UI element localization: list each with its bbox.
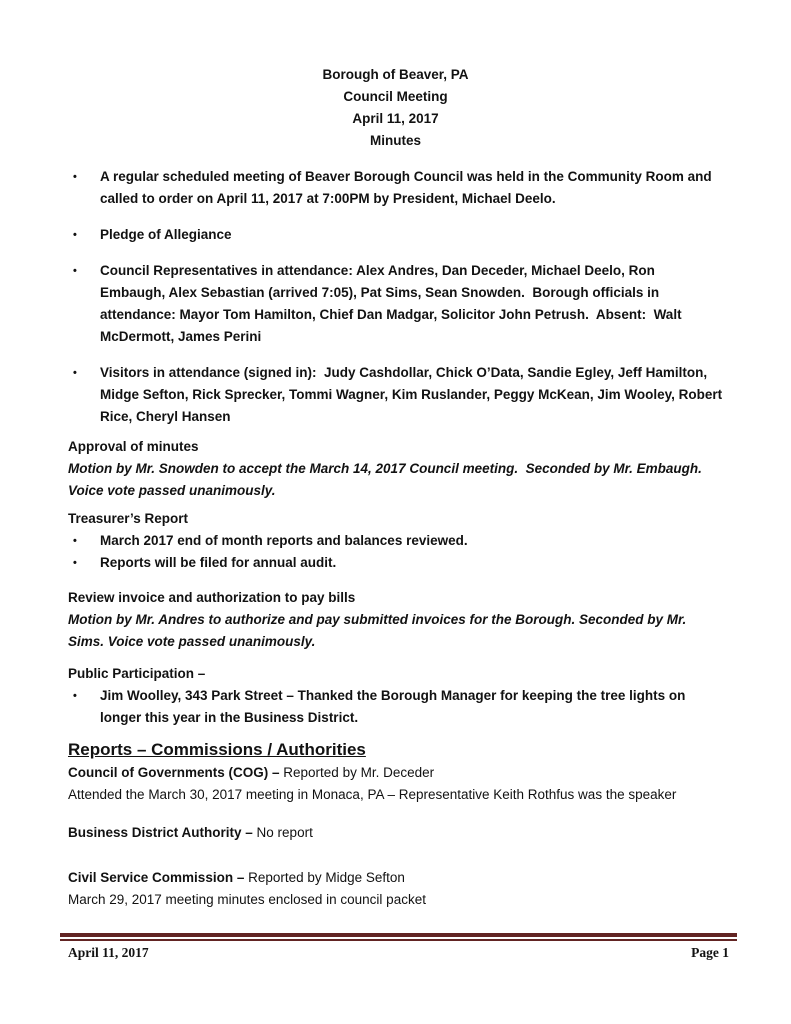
page-footer — [60, 933, 737, 962]
list-item — [68, 166, 723, 210]
report-reporter: Reported by Mr. Deceder — [283, 765, 435, 780]
section-reports-commissions — [68, 738, 723, 911]
title-doc-type: Minutes — [369, 133, 421, 148]
footer-date: April 11, 2017 — [68, 945, 149, 960]
list-item — [68, 224, 723, 246]
section-public-participation — [68, 663, 723, 729]
bullet-icon: • — [73, 535, 77, 547]
report-detail: Attended the March 30, 2017 meeting in Monaca, PA – Representative Keith Rothfus was the speaker — [68, 787, 677, 802]
footer-page-number: Page 1 — [691, 945, 729, 960]
call-to-order-text: A regular scheduled meeting of Beaver Borough Council was held in the Community Room and called to order on April 11, 2017 at 7:00PM by President, Michael Deelo. — [100, 169, 716, 206]
footer-divider — [60, 933, 737, 941]
list-item — [68, 530, 723, 552]
treasurer-bullet-text: Reports will be filed for annual audit. — [100, 555, 337, 570]
report-item-civil-service — [68, 867, 723, 911]
section-approval-of-minutes — [68, 436, 723, 502]
report-item-business-district — [68, 822, 723, 844]
section-heading: Treasurer’s Report — [68, 511, 189, 526]
report-detail: March 29, 2017 meeting minutes enclosed in council packet — [68, 892, 426, 907]
bullet-icon: • — [73, 557, 77, 569]
bullet-icon: • — [73, 229, 77, 241]
section-heading: Review invoice and authorization to pay bills — [68, 590, 356, 605]
report-name: Council of Governments (COG) – — [68, 765, 284, 780]
report-item-cog — [68, 762, 723, 806]
report-reporter: No report — [256, 825, 313, 840]
council-attendance-text: Council Representatives in attendance: Alex Andres, Dan Deceder, Michael Deelo, Ron Embaugh, Alex Sebastian (arrived 7:05), Pat Sims, Sean Snowden. Borough officials in attendance: Mayor Tom Hamilton, Chief Dan Madgar, Solicitor John Petrush. Absent: Walt McDermott, James Perini — [100, 263, 686, 344]
report-name: Civil Service Commission – — [68, 870, 249, 885]
title-date: April 11, 2017 — [352, 111, 439, 126]
bullet-icon: • — [73, 367, 77, 379]
public-comment-text: Jim Woolley, 343 Park Street – Thanked the Borough Manager for keeping the tree lights on longer this year in the Business District. — [100, 688, 690, 725]
motion-text: Motion by Mr. Andres to authorize and pay submitted invoices for the Borough. Seconded by Mr. Sims. Voice vote passed unanimously. — [68, 612, 691, 649]
report-reporter: Reported by Midge Sefton — [248, 870, 405, 885]
title-org: Borough of Beaver, PA — [322, 67, 469, 82]
list-item — [68, 260, 723, 348]
footer-text-row — [60, 944, 737, 962]
title-block — [68, 64, 723, 152]
list-item — [68, 552, 723, 574]
pledge-text: Pledge of Allegiance — [100, 227, 232, 242]
section-heading: Approval of minutes — [68, 439, 199, 454]
report-title-line — [68, 762, 723, 784]
section-treasurers-report — [68, 508, 723, 574]
reports-section-heading: Reports – Commissions / Authorities — [68, 740, 366, 759]
section-invoices — [68, 587, 723, 653]
visitors-text: Visitors in attendance (signed in): Judy Cashdollar, Chick O’Data, Sandie Egley, Jeff Hamilton, Midge Sefton, Rick Sprecker, Tommi Wagner, Kim Ruslander, Peggy McKean, Jim Wooley, Robert Rice, Cheryl Hansen — [100, 365, 726, 424]
report-name: Business District Authority – — [68, 825, 257, 840]
report-title-line — [68, 867, 723, 889]
section-heading: Public Participation – — [68, 666, 206, 681]
bullet-icon: • — [73, 690, 77, 702]
report-title-line — [68, 822, 723, 844]
intro-bullet-list — [68, 166, 726, 428]
list-item — [68, 685, 723, 729]
bullet-icon: • — [73, 265, 77, 277]
title-meeting-type: Council Meeting — [343, 89, 448, 104]
list-item — [68, 362, 726, 428]
treasurer-bullet-text: March 2017 end of month reports and balances reviewed. — [100, 533, 468, 548]
bullet-icon: • — [73, 171, 77, 183]
motion-text: Motion by Mr. Snowden to accept the March 14, 2017 Council meeting. Seconded by Mr. Embaugh. Voice vote passed unanimously. — [68, 461, 706, 498]
